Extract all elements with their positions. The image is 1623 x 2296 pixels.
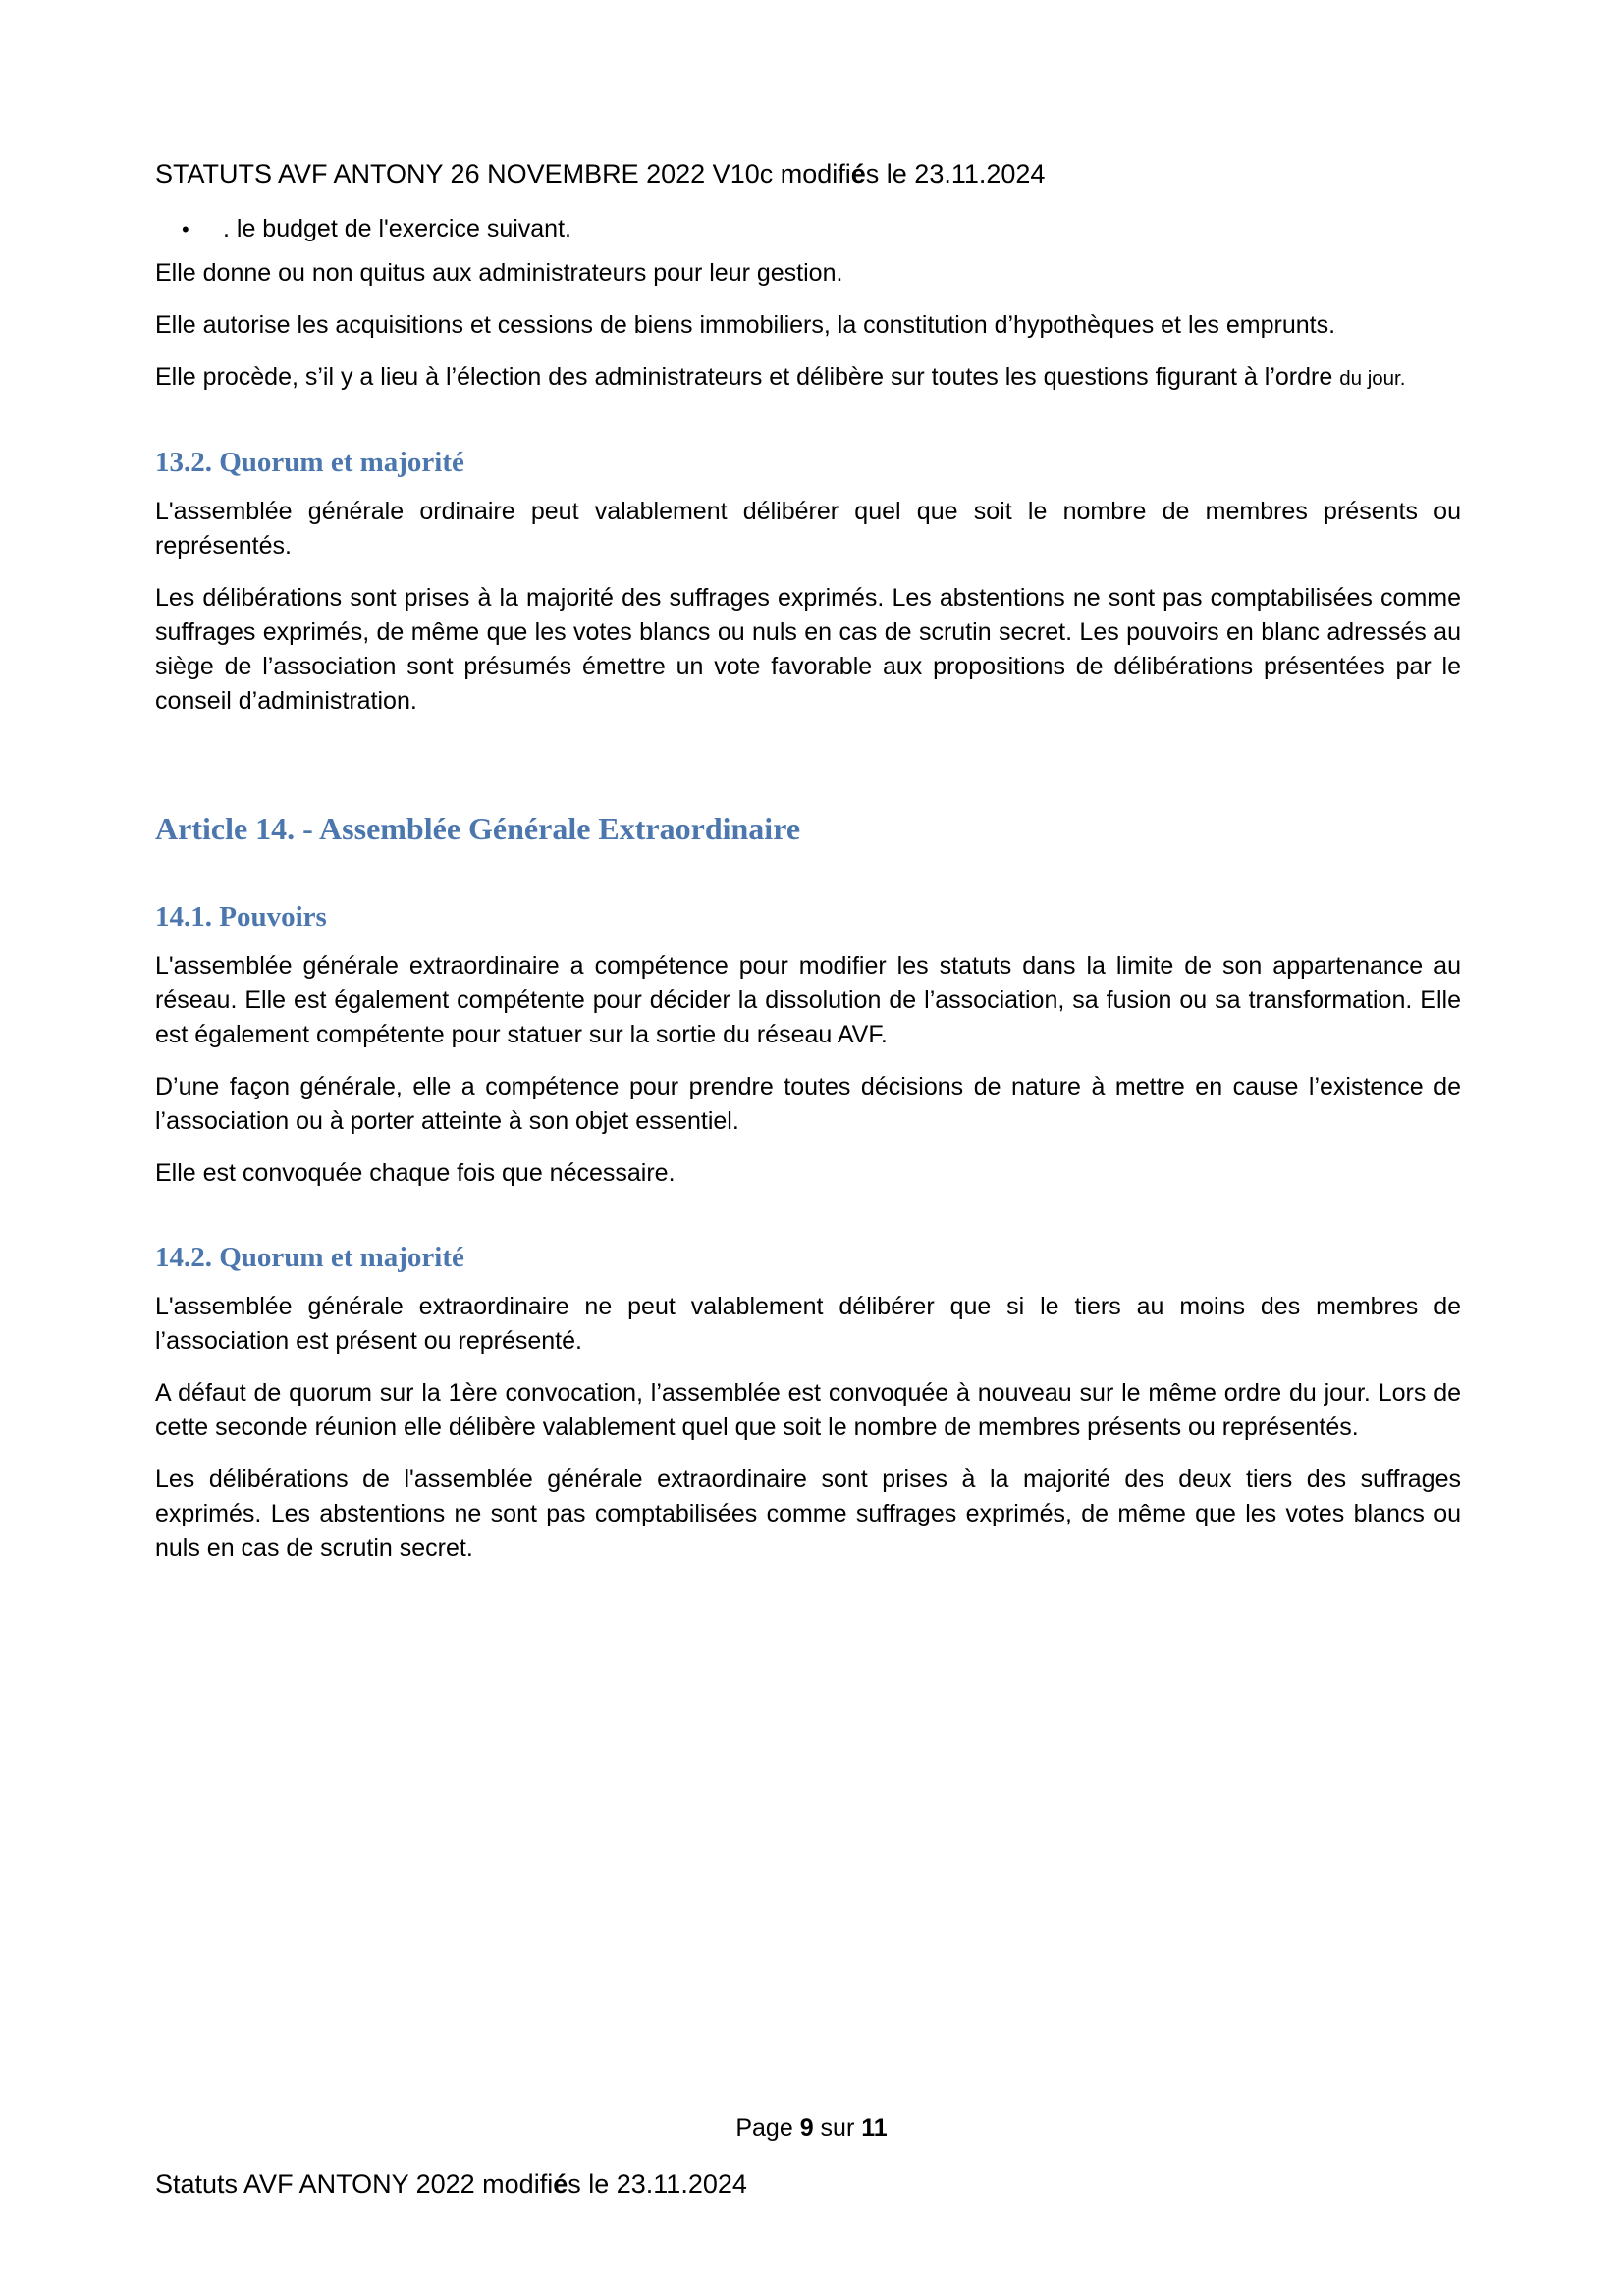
paragraph — [155, 360, 1461, 396]
footer-doc-title — [0, 2167, 1623, 2201]
document-header-title — [155, 157, 1461, 190]
text-segment: é — [850, 159, 866, 188]
text-segment: STATUTS AVF ANTONY 26 NOVEMBRE 2022 V10c modifi — [155, 159, 851, 188]
text-segment: s le 23.11.2024 — [568, 2169, 747, 2199]
paragraph: Les délibérations sont prises à la majorité des suffrages exprimés. Les abstentions ne sont pas comptabilisées comme suffrages exprimés, de même que les votes blancs ou nuls en cas de scrutin secret. Les pouvoirs en blanc adressés au siège de l’association sont présumés émettre un vote favorable aux propositions de délibérations présentées par le conseil d’administration. — [155, 584, 1461, 715]
text-segment: 9 — [799, 2114, 814, 2142]
text-segment: 11 — [861, 2114, 888, 2142]
text-segment: é — [553, 2169, 568, 2199]
text-segment: Elle procède, s’il y a lieu à l’élection des administrateurs et délibère sur toutes les questions figurant à l’ordre — [155, 363, 1340, 391]
text-segment: Statuts AVF ANTONY 2022 modifi — [155, 2169, 554, 2199]
paragraph: Elle est convoquée chaque fois que nécessaire. — [155, 1159, 676, 1187]
bullet-item-text: . le budget de l'exercice suivant. — [223, 215, 571, 242]
page-number — [0, 2113, 1623, 2143]
section-heading-14-1-pouvoirs: 14.1. Pouvoirs — [155, 901, 327, 933]
paragraph: L'assemblée générale ordinaire peut valablement délibérer quel que soit le nombre de membres présents ou représentés. — [155, 498, 1461, 560]
paragraph: A défaut de quorum sur la 1ère convocation, l’assemblée est convoquée à nouveau sur le même ordre du jour. Lors de cette seconde réunion elle délibère valablement quel que soit le nombre de membres présents ou représentés. — [155, 1379, 1461, 1441]
document-body — [155, 157, 1461, 1583]
page-footer — [0, 2113, 1623, 2201]
paragraph: L'assemblée générale extraordinaire a compétence pour modifier les statuts dans la limite de son appartenance au réseau. Elle est également compétente pour décider la dissolution de l’association, sa fusion ou sa transformation. Elle est également compétente pour statuer sur la sortie du réseau AVF. — [155, 952, 1461, 1048]
paragraph: L'assemblée générale extraordinaire ne peut valablement délibérer que si le tiers au moins des membres de l’association est présent ou représenté. — [155, 1293, 1461, 1355]
text-segment: s le 23.11.2024 — [865, 159, 1046, 188]
paragraph: D’une façon générale, elle a compétence pour prendre toutes décisions de nature à mettre en cause l’existence de l’association ou à porter atteinte à son objet essentiel. — [155, 1073, 1461, 1135]
paragraph: Elle donne ou non quitus aux administrateurs pour leur gestion. — [155, 259, 843, 287]
section-heading-14-2-quorum: 14.2. Quorum et majorité — [155, 1242, 464, 1273]
paragraph: Les délibérations de l'assemblée générale extraordinaire sont prises à la majorité des deux tiers des suffrages exprimés. Les abstentions ne sont pas comptabilisées comme suffrages exprimés, de même que les votes blancs ou nuls en cas de scrutin secret. — [155, 1466, 1461, 1562]
list-item — [182, 212, 1461, 246]
text-segment: du jour. — [1339, 367, 1406, 390]
bullet-icon: • — [182, 217, 189, 241]
paragraph: Elle autorise les acquisitions et cessions de biens immobiliers, la constitution d’hypothèques et les emprunts. — [155, 311, 1336, 339]
text-segment: sur — [813, 2114, 862, 2142]
section-heading-13-2-quorum: 13.2. Quorum et majorité — [155, 447, 464, 478]
article-14-heading: Article 14. - Assemblée Générale Extraordinaire — [155, 811, 801, 846]
text-segment: Page — [735, 2114, 800, 2142]
